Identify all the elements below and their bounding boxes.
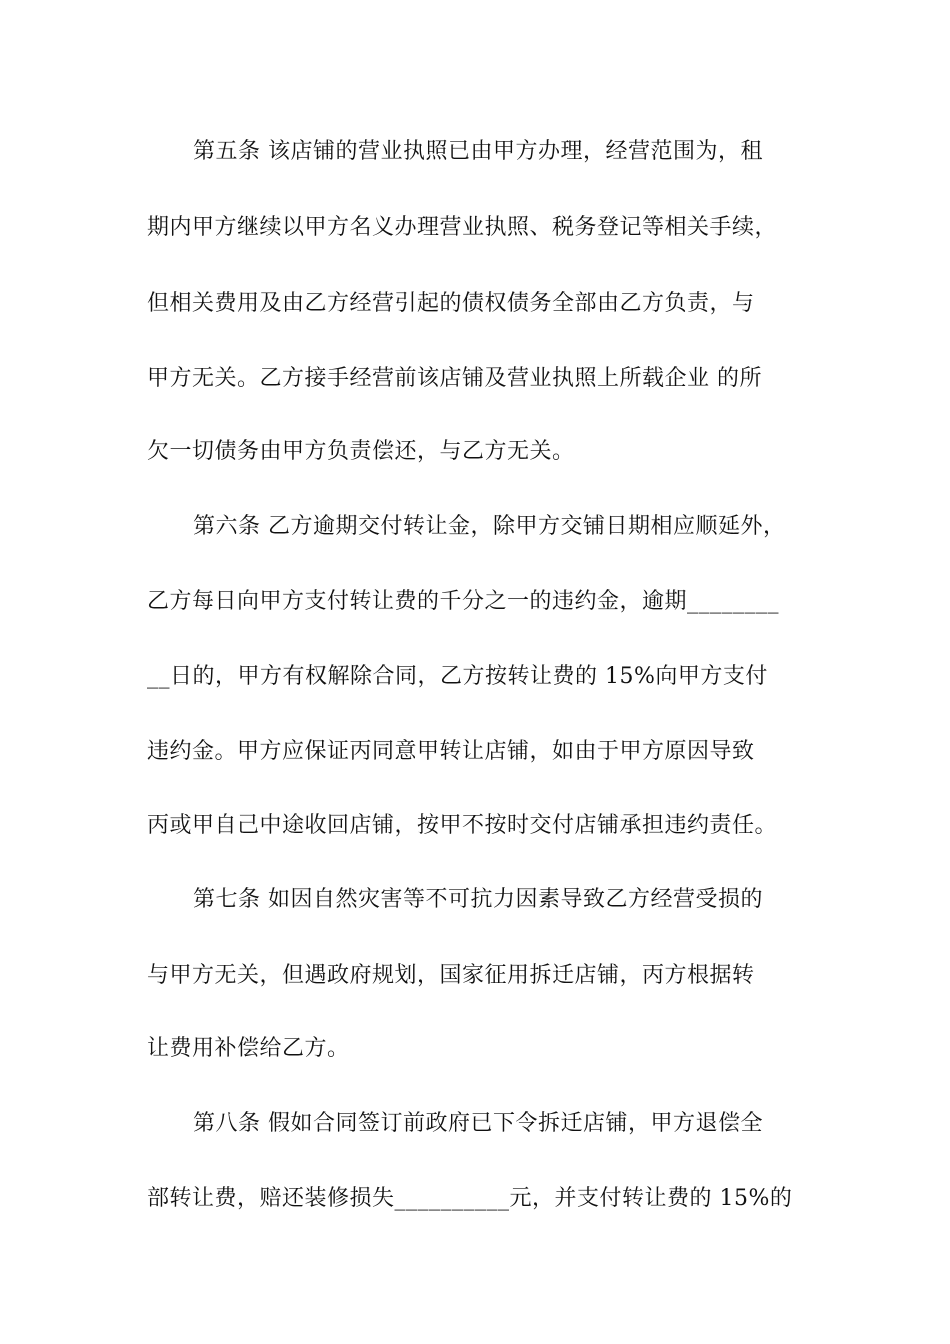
article-8-line-1: 第八条 假如合同签订前政府已下令拆迁店铺，甲方退偿全 xyxy=(193,1111,763,1136)
article-7-line-2: 与甲方无关，但遇政府规划，国家征用拆迁店铺，丙方根据转 xyxy=(147,963,755,988)
article-8-line-2: 部转让费，赔还装修损失__________元，并支付转让费的 15%的 xyxy=(147,1186,793,1211)
article-6-line-5: 丙或甲自己中途收回店铺，按甲不按时交付店铺承担违约责任。 xyxy=(147,813,778,838)
article-6-line-4: 违约金。甲方应保证丙同意甲转让店铺，如由于甲方原因导致 xyxy=(147,739,755,764)
article-7-line-1: 第七条 如因自然灾害等不可抗力因素导致乙方经营受损的 xyxy=(193,887,763,912)
article-6-line-3: __日的，甲方有权解除合同，乙方按转让费的 15%向甲方支付 xyxy=(147,664,768,689)
article-5-line-2: 期内甲方继续以甲方名义办理营业执照、税务登记等相关手续， xyxy=(147,215,778,240)
article-6-line-2: 乙方每日向甲方支付转让费的千分之一的违约金，逾期________ xyxy=(147,589,780,614)
article-7-line-3: 让费用补偿给乙方。 xyxy=(147,1036,350,1061)
article-6-line-1: 第六条 乙方逾期交付转让金，除甲方交铺日期相应顺延外， xyxy=(193,514,786,539)
article-5-line-3: 但相关费用及由乙方经营引起的债权债务全部由乙方负责，与 xyxy=(147,291,755,316)
article-5-line-1: 第五条 该店铺的营业执照已由甲方办理，经营范围为，租 xyxy=(193,139,763,164)
article-5-line-4: 甲方无关。乙方接手经营前该店铺及营业执照上所载企业 的所 xyxy=(147,366,762,391)
article-5-line-5: 欠一切债务由甲方负责偿还，与乙方无关。 xyxy=(147,439,575,464)
